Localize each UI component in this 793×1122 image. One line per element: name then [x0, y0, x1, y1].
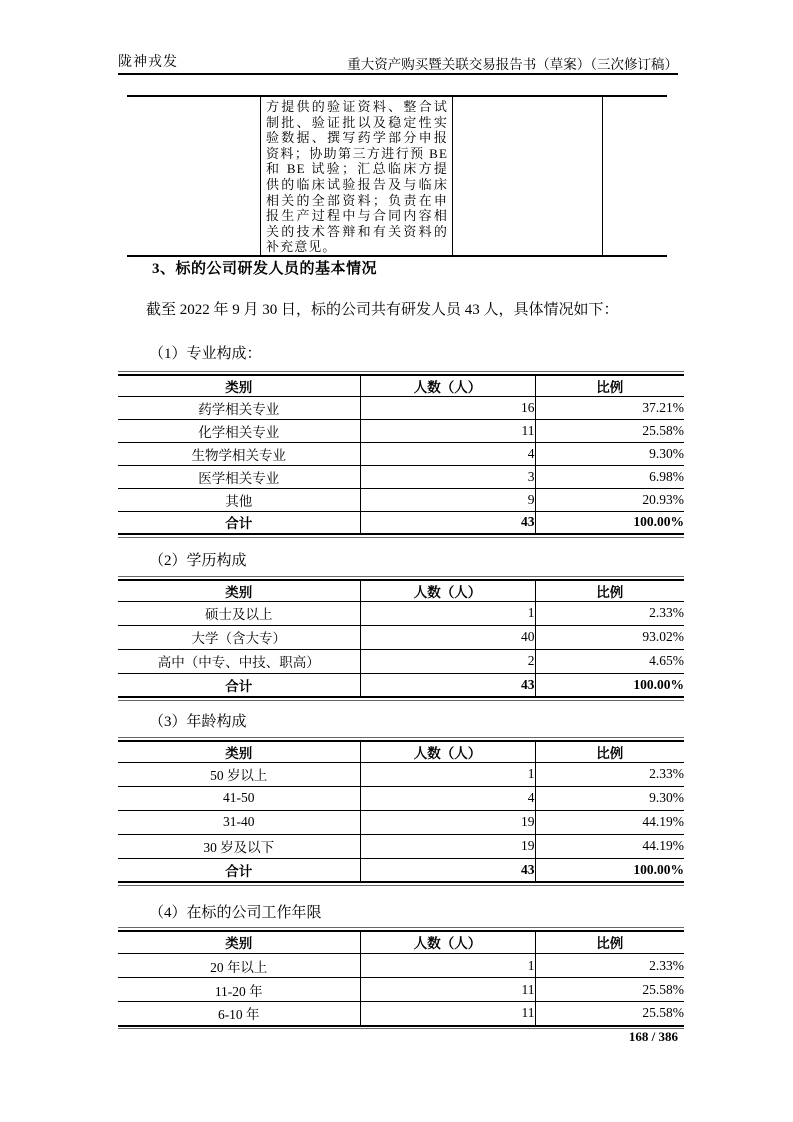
table-caption-tenure: （4）在标的公司工作年限 [149, 905, 322, 921]
column-header-count: 人数（人） [360, 580, 535, 602]
cell-count: 11 [360, 1002, 535, 1026]
cell-ratio: 2.33% [535, 762, 684, 786]
table-row [118, 396, 684, 419]
cell-count: 1 [360, 601, 535, 625]
cell-ratio: 2.33% [535, 954, 684, 978]
cell-count: 19 [360, 810, 535, 834]
table-header-row [118, 741, 684, 763]
header-report-title: 重大资产购买暨关联交易报告书（草案）（三次修订稿） [347, 57, 678, 72]
cell-category: 合计 [225, 863, 253, 879]
cell-ratio: 100.00% [535, 858, 684, 882]
cell-ratio: 4.65% [535, 649, 684, 673]
cell-ratio: 2.33% [535, 601, 684, 625]
table-row [118, 786, 684, 810]
profession-table [118, 371, 684, 538]
cell-count: 1 [360, 762, 535, 786]
table-row [118, 810, 684, 834]
table-row [118, 954, 684, 978]
table-row [118, 834, 684, 858]
cell-count: 11 [360, 978, 535, 1002]
cell-count: 4 [360, 786, 535, 810]
column-header-ratio: 比例 [535, 580, 684, 602]
cell-ratio: 25.58% [535, 1002, 684, 1026]
section-intro-paragraph: 截至 2022 年 9 月 30 日，标的公司共有研发人员 43 人，具体情况如下： [146, 302, 619, 318]
cell-count: 40 [360, 625, 535, 649]
column-header-ratio: 比例 [535, 931, 684, 954]
header-company-name: 陇神戎发 [118, 55, 178, 70]
column-header-ratio: 比例 [535, 741, 684, 763]
cell-ratio: 9.30% [535, 442, 684, 465]
column-header-count: 人数（人） [360, 741, 535, 763]
cell-ratio: 25.58% [535, 978, 684, 1002]
cell-category: 50 岁以上 [118, 762, 360, 786]
table-header-row [118, 931, 684, 954]
header-rule [118, 73, 678, 75]
carryover-duties-text: 方提供的验证资料、整合试制批、验证批以及稳定性实验数据、撰写药学部分申报资料；协助第三方进行预 BE 和 BE 试验；汇总临床方提供的临床试验报告及与临床相关的全部资料；负责在申报生产过程中与合同内容相关的技术答辩和有关资料的补充意见。 [266, 99, 448, 255]
cell-ratio: 93.02% [535, 625, 684, 649]
cell-category: 高中（中专、中技、职高） [118, 649, 360, 673]
table-row [118, 601, 684, 625]
cell-count: 2 [360, 649, 535, 673]
cell-category: 大学（含大专） [118, 625, 360, 649]
table-header-row [118, 580, 684, 602]
cell-ratio: 100.00% [535, 673, 684, 697]
cell-category: 合计 [225, 678, 253, 694]
cell-category: 生物学相关专业 [118, 442, 360, 465]
table-row [118, 419, 684, 442]
table-total-row [118, 673, 684, 697]
cell-category: 30 岁及以下 [118, 834, 360, 858]
tenure-table [118, 927, 684, 1029]
table-row [118, 442, 684, 465]
carryover-cell-empty-2 [452, 97, 602, 255]
table-total-row [118, 858, 684, 882]
cell-ratio: 25.58% [535, 419, 684, 442]
cell-count: 19 [360, 834, 535, 858]
cell-count: 1 [360, 954, 535, 978]
table-row [118, 649, 684, 673]
cell-category: 其他 [118, 488, 360, 511]
cell-category: 6-10 年 [217, 1007, 260, 1023]
cell-count: 4 [360, 442, 535, 465]
cell-ratio: 100.00% [535, 511, 684, 534]
carryover-table [127, 95, 667, 257]
footer-page-number: 168 / 386 [628, 1029, 678, 1044]
cell-count: 11 [360, 419, 535, 442]
carryover-cell-empty-1 [127, 97, 260, 255]
cell-ratio: 44.19% [535, 834, 684, 858]
cell-count: 16 [360, 396, 535, 419]
cell-count: 9 [360, 488, 535, 511]
cell-ratio: 37.21% [535, 396, 684, 419]
cell-category: 医学相关专业 [118, 465, 360, 488]
cell-count: 43 [360, 511, 535, 534]
cell-category: 药学相关专业 [118, 396, 360, 419]
cell-category: 20 年以上 [118, 954, 360, 978]
cell-category: 合计 [225, 516, 253, 532]
cell-category: 31-40 [118, 810, 360, 834]
cell-category: 硕士及以上 [118, 601, 360, 625]
column-header-category: 类别 [118, 375, 360, 397]
cell-ratio: 20.93% [535, 488, 684, 511]
table-caption-profession: （1）专业构成： [149, 346, 262, 362]
column-header-category: 类别 [118, 580, 360, 602]
section-heading: 3、标的公司研发人员的基本情况 [152, 261, 378, 277]
table-header-row [118, 375, 684, 397]
column-header-ratio: 比例 [535, 375, 684, 397]
column-header-category: 类别 [118, 931, 360, 954]
age-table [118, 737, 684, 886]
table-row [118, 465, 684, 488]
cell-count: 43 [360, 673, 535, 697]
table-row [118, 488, 684, 511]
cell-count: 43 [360, 858, 535, 882]
cell-category: 化学相关专业 [118, 419, 360, 442]
cell-category: 11-20 年 [118, 978, 360, 1002]
column-header-count: 人数（人） [360, 375, 535, 397]
cell-category: 41-50 [118, 786, 360, 810]
education-table [118, 576, 684, 701]
table-row [118, 978, 684, 1002]
column-header-category: 类别 [118, 741, 360, 763]
carryover-cell-empty-3 [602, 97, 667, 255]
column-header-count: 人数（人） [360, 931, 535, 954]
cell-ratio: 44.19% [535, 810, 684, 834]
cell-count: 3 [360, 465, 535, 488]
cell-ratio: 6.98% [535, 465, 684, 488]
carryover-cell-duties [260, 97, 452, 255]
table-row [118, 625, 684, 649]
table-row [118, 1002, 684, 1026]
table-caption-age: （3）年龄构成 [149, 714, 247, 730]
table-total-row [118, 511, 684, 534]
table-row [118, 762, 684, 786]
table-caption-education: （2）学历构成 [149, 553, 247, 569]
cell-ratio: 9.30% [535, 786, 684, 810]
